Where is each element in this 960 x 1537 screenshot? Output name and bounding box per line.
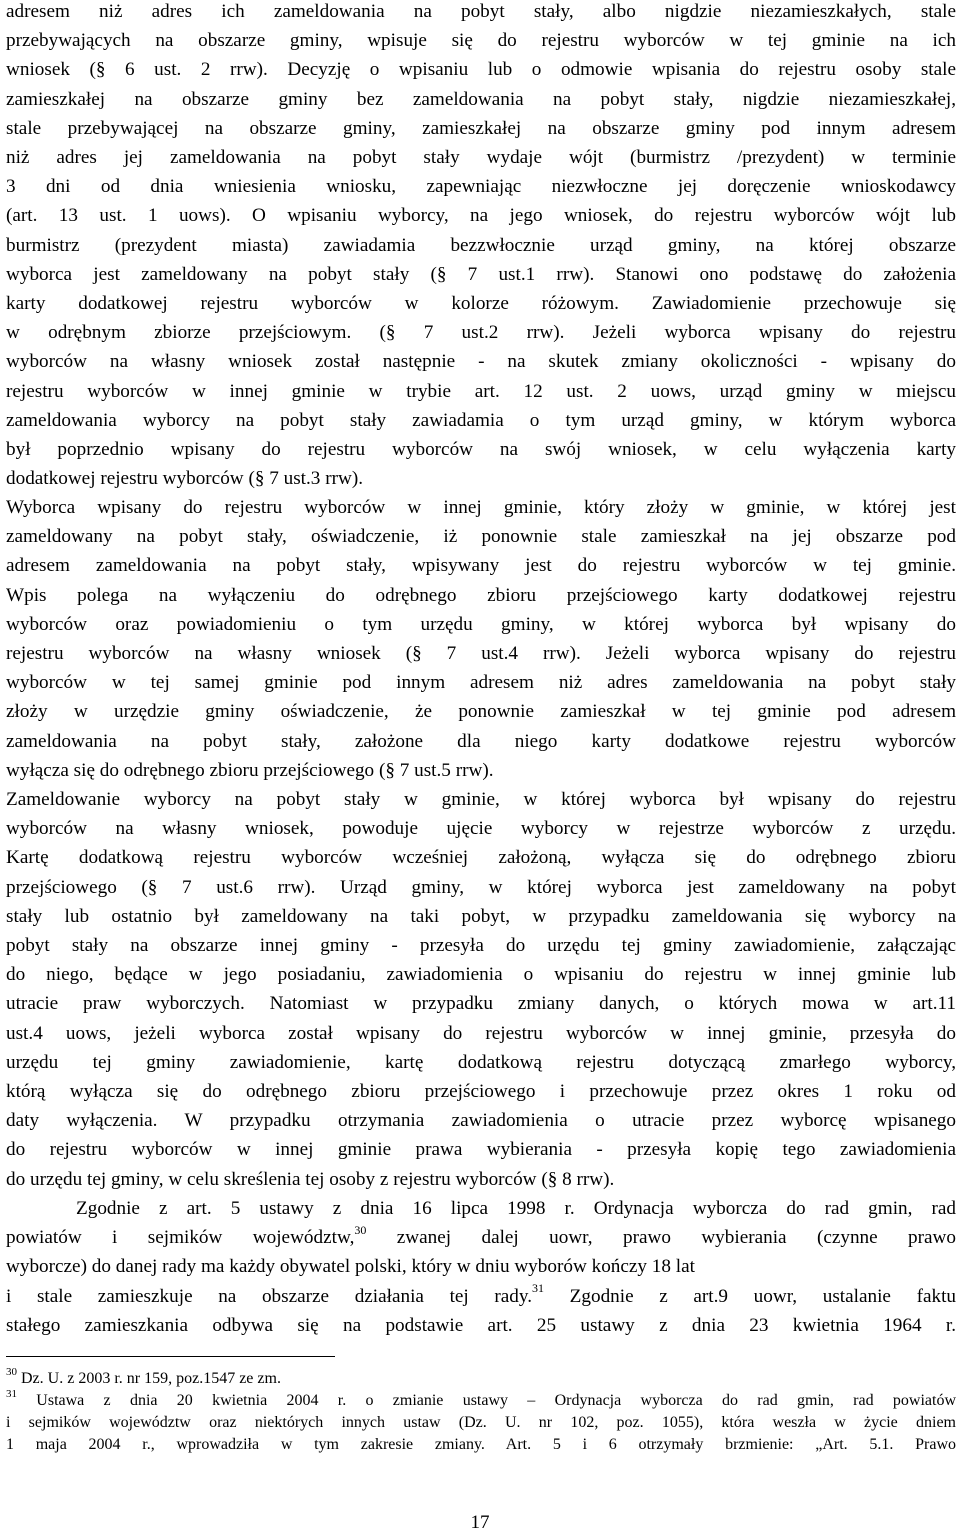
text-line bbox=[6, 1282, 956, 1311]
paragraph-2 bbox=[6, 493, 956, 785]
text-line: adresem zameldowania na pobyt stały, wpisywany jest do rejestru wyborców w tej gminie. bbox=[6, 555, 956, 577]
text-line: zameldowania na pobyt stały, założone dla niego karty dodatkowe rejestru wyborców bbox=[6, 730, 956, 752]
footnote-number: 31 bbox=[6, 1387, 17, 1400]
text-line: rejestru wyborców na własny wniosek (§ 7 ust.4 rrw). Jeżeli wyborca wpisany do rejestru bbox=[6, 643, 956, 665]
footnote-text: Dz. U. z 2003 r. nr 159, poz.1547 ze zm. bbox=[17, 1370, 281, 1387]
footnote-line bbox=[6, 1365, 956, 1390]
text-line: wyborców oraz powiadomieniu o tym urzędu gminy, w której wyborca był wpisany do bbox=[6, 613, 956, 635]
text-line: niż adres jej zameldowania na pobyt stały wydaje wójt (burmistrz /prezydent) w terminie bbox=[6, 147, 956, 169]
paragraph-4 bbox=[6, 1194, 956, 1340]
paragraph-1 bbox=[6, 0, 956, 493]
text-line: karty dodatkowej rejestru wyborców w kolorze różowym. Zawiadomienie przechowuje się bbox=[6, 293, 956, 315]
text-line: wniosek (§ 6 ust. 2 rrw). Decyzję o wpisaniu lub o odmowie wpisania do rejestru osoby stale bbox=[6, 59, 956, 81]
footnote-separator bbox=[6, 1356, 335, 1357]
text-line: złoży w urzędzie gminy oświadczenie, że ponownie zamieszkał w tej gminie pod adresem bbox=[6, 701, 956, 723]
text-line: zamieszkałej na obszarze gminy bez zameldowania na pobyt stały, nigdzie niezamieszkałej, bbox=[6, 88, 956, 110]
text-line: Zameldowanie wyborcy na pobyt stały w gminie, w której wyborca był wpisany do rejestru bbox=[6, 789, 956, 810]
text-line: przebywających na obszarze gminy, wpisuje się do rejestru wyborców w tej gminie na ich bbox=[6, 30, 956, 52]
text-line: adresem niż adres ich zameldowania na pobyt stały, albo nigdzie niezamieszkałych, stale bbox=[6, 1, 956, 22]
text-segment: i stale zamieszkuje na obszarze działania tej rady. bbox=[6, 1285, 533, 1307]
text-segment: Zgodnie z art.9 uowr, ustalanie faktu bbox=[544, 1285, 956, 1307]
text-segment: zwanej dalej uowr, prawo wybierania (czynne prawo bbox=[366, 1227, 956, 1249]
text-line: daty wyłączenia. W przypadku otrzymania zawiadomienia o utracie przez wyborcę wpisanego bbox=[6, 1110, 956, 1132]
text-line: do urzędu tej gminy, w celu skreślenia tej osoby z rejestru wyborców (§ 8 rrw). bbox=[6, 1168, 615, 1190]
text-line: rejestru wyborców w innej gminie w trybie art. 12 ust. 2 uows, urząd gminy w miejscu bbox=[6, 380, 956, 402]
footnote-line: 1 maja 2004 r., wprowadziła w tym zakresie zmiany. Art. 5 i 6 otrzymały brzmienie: „Art. 5.1. Prawo bbox=[6, 1436, 956, 1453]
footnote-31 bbox=[6, 1387, 956, 1456]
text-line: stale przebywającej na obszarze gminy, zamieszkałej na obszarze gminy pod innym adresem bbox=[6, 117, 956, 139]
page-number: 17 bbox=[470, 1512, 490, 1533]
text-line: stałego zamieszkania odbywa się na podstawie art. 25 ustawy z dnia 23 kwietnia 1964 r. bbox=[6, 1314, 956, 1336]
text-line: zameldowany na pobyt stały, oświadczenie, iż ponownie stale zamieszkał na jej obszarze pod bbox=[6, 526, 956, 548]
text-line: burmistrz (prezydent miasta) zawiadamia bezzwłocznie urząd gminy, na której obszarze bbox=[6, 234, 956, 256]
text-line: pobyt stały na obszarze innej gminy - przesyła do urzędu tej gminy zawiadomienie, załączając bbox=[6, 935, 956, 957]
text-line: wyborca jest zameldowany na pobyt stały (§ 7 ust.1 rrw). Stanowi ono podstawę do założenia bbox=[6, 263, 956, 285]
text-line bbox=[6, 1223, 956, 1252]
footnotes bbox=[6, 1365, 956, 1456]
text-line: urzędu tej gminy zawiadomienie, kartę dodatkową rejestru dotyczącą zmarłego wyborcy, bbox=[6, 1051, 956, 1073]
text-line: zameldowania wyborcy na pobyt stały zawiadamia o tym urząd gminy, w którym wyborca bbox=[6, 409, 956, 431]
text-line: dodatkowej rejestru wyborców (§ 7 ust.3 rrw). bbox=[6, 468, 364, 490]
footnote-text: Ustawa z dnia 20 kwietnia 2004 r. o zmianie ustawy – Ordynacja wyborcza do rad gmin, rad powiatów bbox=[17, 1392, 956, 1409]
text-line: Kartę dodatkową rejestru wyborców wcześniej założoną, wyłącza się do odrębnego zbioru bbox=[6, 847, 956, 869]
footnote-ref-30: 30 bbox=[354, 1222, 367, 1237]
text-line: był poprzednio wpisany do rejestru wyborców na swój wniosek, w celu wyłączenia karty bbox=[6, 439, 956, 461]
text-line: wyborcze) do danej rady ma każdy obywatel polski, który w dniu wyborów kończy 18 lat bbox=[6, 1256, 695, 1278]
paragraph-3 bbox=[6, 785, 956, 1194]
text-segment: powiatów i sejmików województw, bbox=[6, 1227, 355, 1249]
text-line: wyborców na własny wniosek, powoduje ujęcie wyborcy w rejestrze wyborców z urzędu. bbox=[6, 818, 956, 840]
text-line: (art. 13 ust. 1 uows). O wpisaniu wyborcy, na jego wniosek, do rejestru wyborców wójt lub bbox=[6, 205, 956, 227]
text-line: ust.4 uows, jeżeli wyborca został wpisany do rejestru wyborców w innej gminie, przesyła do bbox=[6, 1022, 956, 1044]
text-line: 3 dni od dnia wniesienia wniosku, zapewniając niezwłoczne jej doręczenie wnioskodawcy bbox=[6, 176, 956, 198]
footnote-line bbox=[6, 1387, 956, 1412]
text-line: utracie praw wyborczych. Natomiast w przypadku zmiany danych, o których mowa w art.11 bbox=[6, 993, 956, 1015]
text-line: Wpis polega na wyłączeniu do odrębnego zbioru przejściowego karty dodatkowej rejestru bbox=[6, 584, 956, 606]
text-line: w odrębnym zbiorze przejściowym. (§ 7 ust.2 rrw). Jeżeli wyborca wpisany do rejestru bbox=[6, 322, 956, 344]
text-line: do niego, będące w jego posiadaniu, zawiadomienia o wpisaniu do rejestru w innej gminie lub bbox=[6, 964, 956, 986]
text-line: Wyborca wpisany do rejestru wyborców w innej gminie, który złoży w gminie, w której jest bbox=[6, 497, 956, 518]
text-line: stały lub ostatnio był zameldowany na taki pobyt, w przypadku zameldowania się wyborcy na bbox=[6, 905, 956, 927]
footnote-30 bbox=[6, 1365, 956, 1390]
text-line: wyłącza się do odrębnego zbioru przejściowego (§ 7 ust.5 rrw). bbox=[6, 759, 494, 781]
text-line: wyborców na własny wniosek został następnie - na skutek zmiany okoliczności - wpisany do bbox=[6, 351, 956, 373]
footnote-line: i sejmików województw oraz niektórych innych ustaw (Dz. U. nr 102, poz. 1055), która weszła w życie dniem bbox=[6, 1414, 956, 1431]
text-line: którą wyłącza się do odrębnego zbioru przejściowego i przechowuje przez okres 1 roku od bbox=[6, 1081, 956, 1103]
text-line: Zgodnie z art. 5 ustawy z dnia 16 lipca 1998 r. Ordynacja wyborcza do rad gmin, rad bbox=[76, 1198, 956, 1219]
text-line: przejściowego (§ 7 ust.6 rrw). Urząd gminy, w której wyborca jest zameldowany na pobyt bbox=[6, 876, 956, 898]
footnote-ref-31: 31 bbox=[532, 1281, 545, 1296]
footnote-number: 30 bbox=[6, 1365, 17, 1378]
text-line: do rejestru wyborców w innej gminie prawa wybierania - przesyła kopię tego zawiadomienia bbox=[6, 1139, 956, 1161]
text-line: wyborców w tej samej gminie pod innym adresem niż adres zameldowania na pobyt stały bbox=[6, 672, 956, 694]
